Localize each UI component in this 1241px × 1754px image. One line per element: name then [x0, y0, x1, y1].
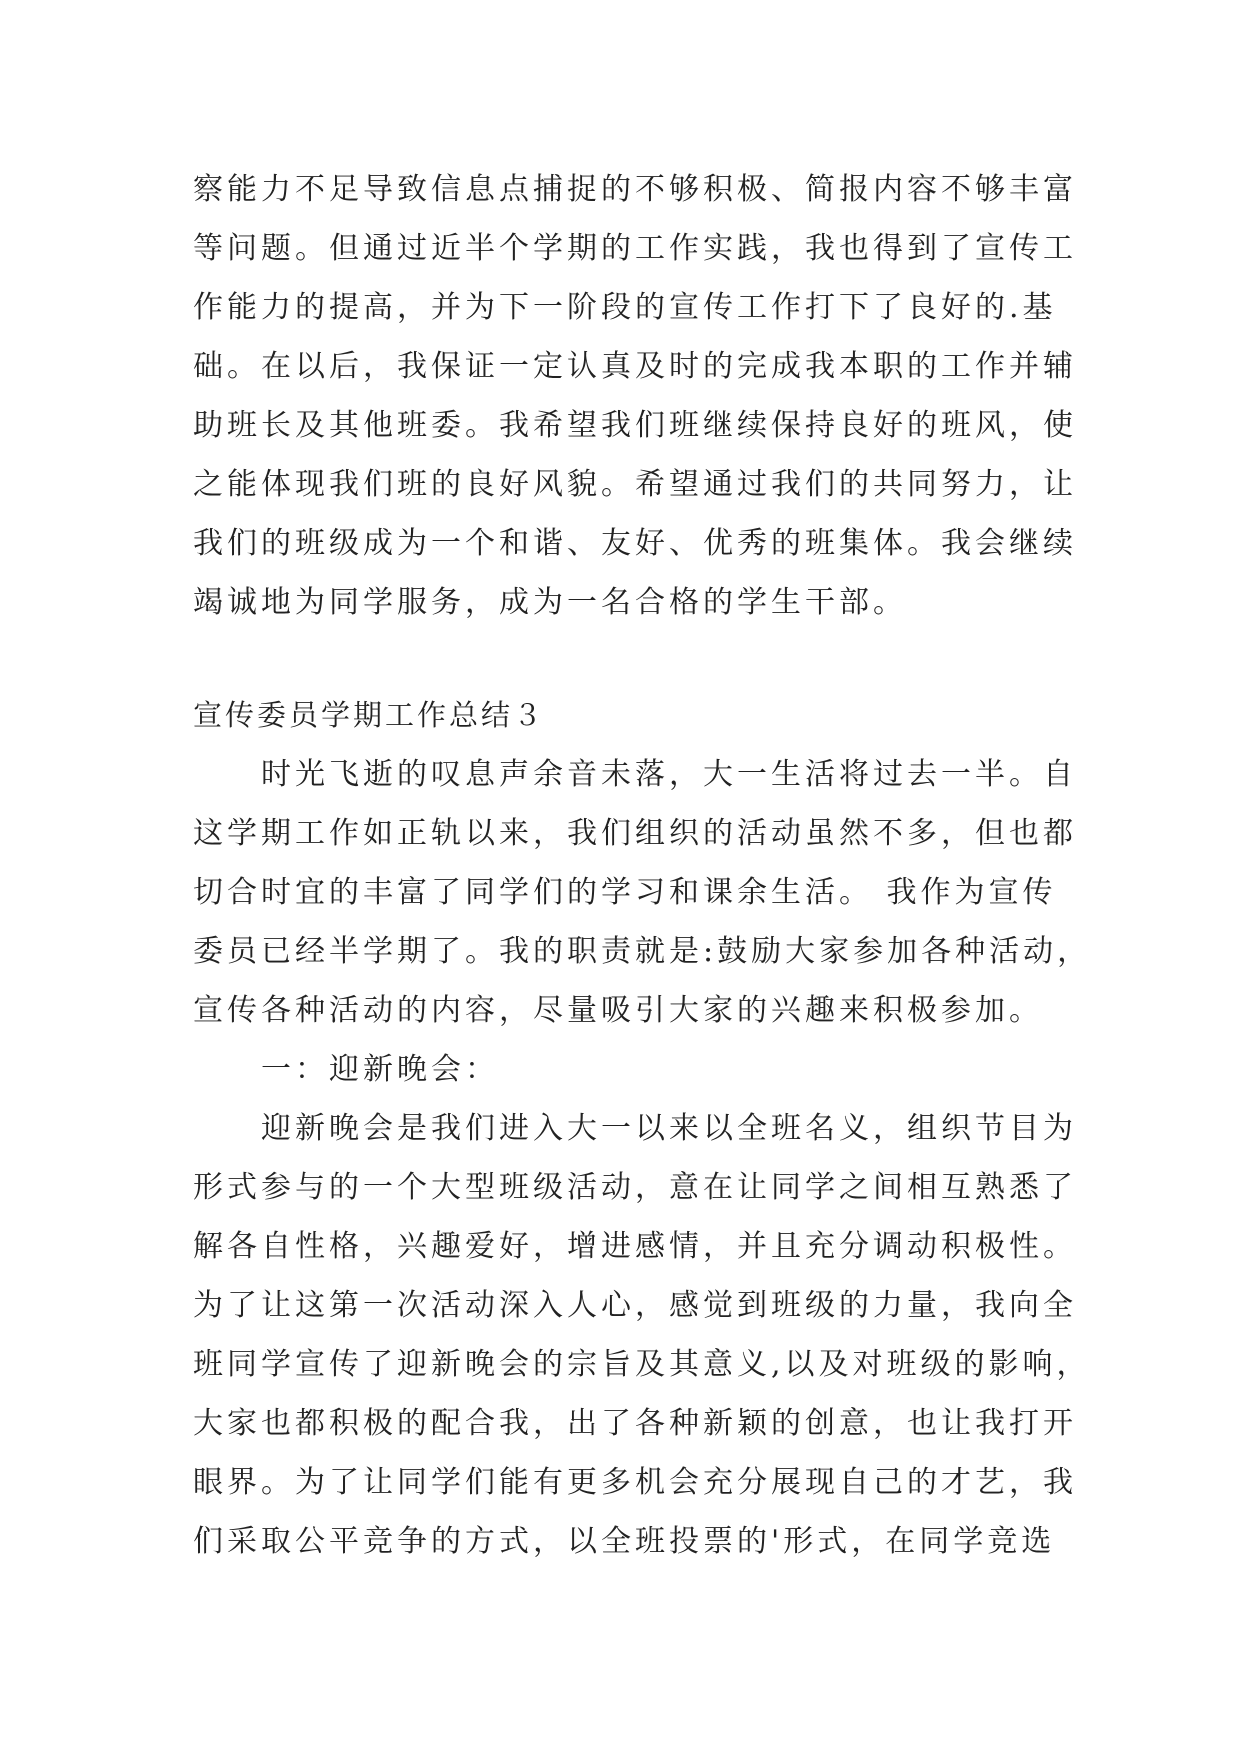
paragraph-line: 竭诚地为同学服务，成为一名合格的学生干部。	[193, 585, 907, 620]
subheading: 一：迎新晚会：	[261, 1052, 499, 1087]
paragraph-line: 助班长及其他班委。我希望我们班继续保持良好的班风，使	[193, 408, 1077, 443]
paragraph-line: 等问题。但通过近半个学期的工作实践，我也得到了宣传工	[193, 231, 1077, 266]
paragraph-line: 宣传各种活动的内容，尽量吸引大家的兴趣来积极参加。	[193, 993, 1043, 1028]
paragraph-line: 解各自性格，兴趣爱好，增进感情，并且充分调动积极性。	[193, 1229, 1077, 1264]
paragraph-line: 为了让这第一次活动深入人心，感觉到班级的力量，我向全	[193, 1288, 1077, 1323]
document-body	[193, 160, 1092, 1571]
section-title: 宣传委员学期工作总结３	[193, 698, 546, 732]
paragraph-line: 础。在以后，我保证一定认真及时的完成我本职的工作并辅	[193, 349, 1077, 384]
paragraph-line: 眼界。为了让同学们能有更多机会充分展现自己的才艺，我	[193, 1465, 1077, 1500]
paragraph-line: 委员已经半学期了。我的职责就是:鼓励大家参加各种活动，	[193, 934, 1092, 969]
paragraph-line: 我们的班级成为一个和谐、友好、优秀的班集体。我会继续	[193, 526, 1077, 561]
paragraph-line: 切合时宜的丰富了同学们的学习和课余生活。 我作为宣传	[193, 875, 1057, 910]
paragraph-line: 迎新晚会是我们进入大一以来以全班名义，组织节目为	[261, 1111, 1077, 1146]
paragraph-line: 们采取公平竞争的方式，以全班投票的'形式，在同学竞选	[193, 1524, 1056, 1559]
paragraph-line: 之能体现我们班的良好风貌。希望通过我们的共同努力，让	[193, 467, 1077, 502]
paragraph-line: 这学期工作如正轨以来，我们组织的活动虽然不多，但也都	[193, 816, 1077, 851]
paragraph-line: 作能力的提高，并为下一阶段的宣传工作打下了良好的.基	[193, 290, 1057, 325]
paragraph-spacer	[193, 632, 1055, 686]
paragraph-line: 察能力不足导致信息点捕捉的不够积极、简报内容不够丰富	[193, 172, 1077, 207]
paragraph-line: 大家也都积极的配合我，出了各种新颖的创意，也让我打开	[193, 1406, 1077, 1441]
paragraph-line: 时光飞逝的叹息声余音未落，大一生活将过去一半。自	[261, 757, 1077, 792]
paragraph-line: 形式参与的一个大型班级活动，意在让同学之间相互熟悉了	[193, 1170, 1077, 1205]
paragraph-line: 班同学宣传了迎新晚会的宗旨及其意义,以及对班级的影响，	[193, 1347, 1091, 1382]
